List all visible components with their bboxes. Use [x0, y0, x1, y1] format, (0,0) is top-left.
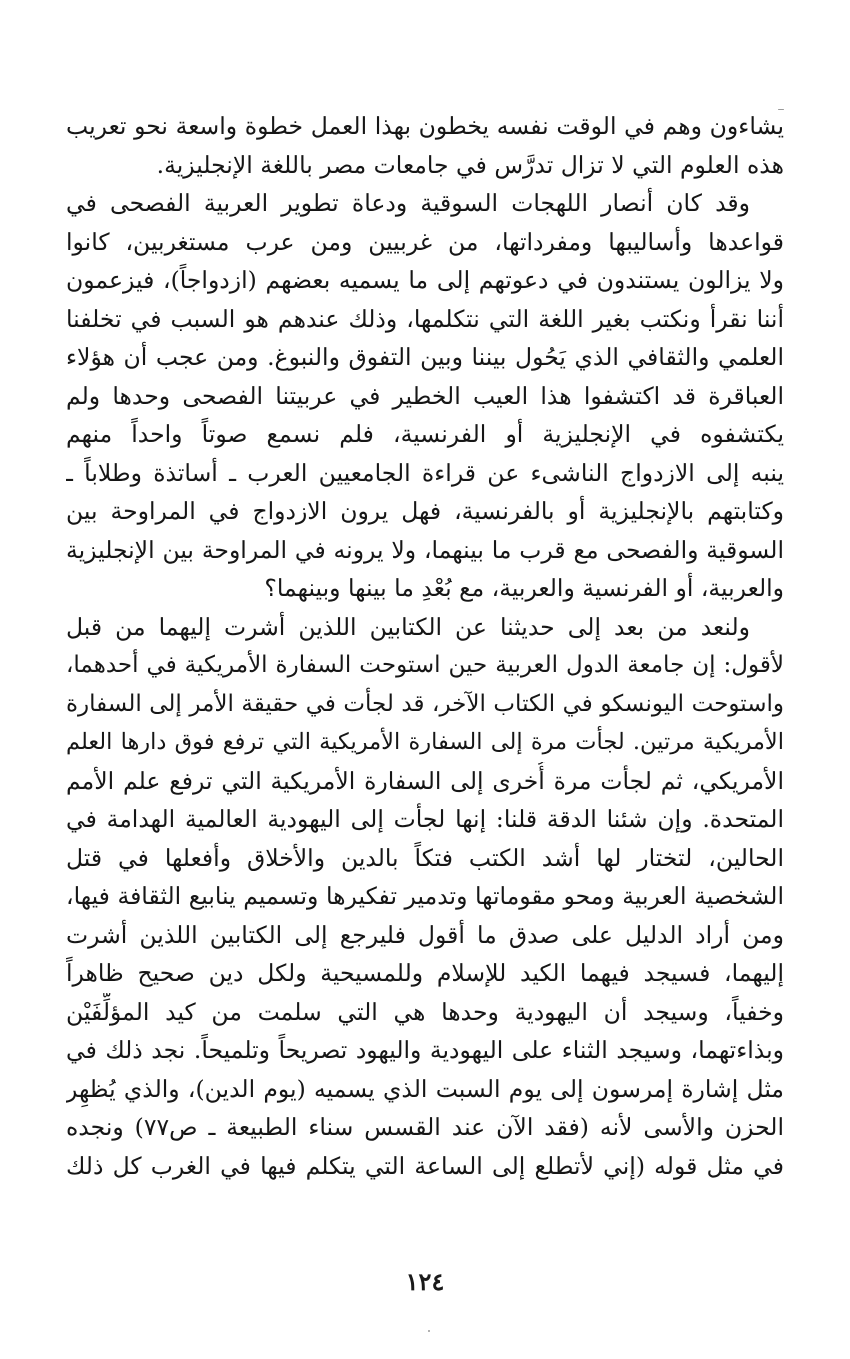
- text-line: وكتابتهم بالإنجليزية أو بالفرنسية، فهل يرون الازدواج في المراوحة بين: [66, 497, 784, 525]
- text-line: والعربية، أو الفرنسية والعربية، مع بُعْدِ ما بينها وبينهما؟: [264, 574, 784, 602]
- text-line: يكتشفوه في الإنجليزية أو الفرنسية، فلم نسمع صوتاً واحداً منهم: [66, 420, 784, 448]
- text-line: العباقرة قد اكتشفوا هذا العيب الخطير في عربيتنا الفصحى وحدها ولم: [66, 381, 784, 410]
- text-line: الأمريكي، ثم لجأت مرة أُخرى إلى السفارة الأمريكية التي ترفع علم الأمم: [66, 766, 784, 795]
- text-line: السوقية والفصحى مع قرب ما بينهما، ولا يرونه في المراوحة بين الإنجليزية: [66, 535, 784, 564]
- text-line: الحالين، لتختار لها أشد الكتب فتكاً بالدين والأخلاق وأفعلها في قتل: [66, 843, 784, 872]
- text-line: في مثل قوله (إني لأتطلع إلى الساعة التي يتكلم فيها في الغرب كل ذلك: [66, 1151, 784, 1180]
- text-line: هذه العلوم التي لا تزال تدرَّس في جامعات مصر باللغة الإنجليزية.: [156, 150, 784, 179]
- text-line: ينبه إلى الازدواج الناشىء عن قراءة الجامعيين العرب ـ أساتذة وطلاباً ـ: [66, 458, 784, 487]
- text-line: الحزن والأسى لأنه (فقد الآن عند القسس سناء الطبيعة ـ ص٧٧) ونجده: [66, 1113, 784, 1141]
- text-line: يشاءون وهم في الوقت نفسه يخطون بهذا العمل خطوة واسعة نحو تعريب: [66, 112, 784, 140]
- text-line: مثل إشارة إمرسون إلى يوم السبت الذي يسميه (يوم الدين)، والذي يُظهِر: [66, 1074, 784, 1103]
- text-line: أننا نقرأ ونكتب بغير اللغة التي نتكلمها، وذلك عندهم هو السبب في تخلفنا: [66, 304, 784, 333]
- text-line: ومن أراد الدليل على صدق ما أقول فليرجع إلى الكتابين اللذين أشرت: [66, 920, 784, 949]
- text-line: وقد كان أنصار اللهجات السوقية ودعاة تطوير العربية الفصحى في: [66, 189, 750, 217]
- text-line: العلمي والثقافي الذي يَحُول بيننا وبين التفوق والنبوغ. ومن عجب أن هؤلاء: [66, 343, 784, 371]
- text-line: الشخصية العربية ومحو مقوماتها وتدمير تفكيرها وتسميم ينابيع الثقافة فيها،: [66, 882, 784, 910]
- text-line: إليهما، فسيجد فيهما الكيد للإسلام وللمسيحية ولكل دين صحيح ظاهراً: [66, 959, 784, 987]
- text-line: قواعدها وأساليبها ومفرداتها، من غربيين ومن عرب مستغربين، كانوا: [66, 227, 784, 256]
- text-line: ولنعد من بعد إلى حديثنا عن الكتابين اللذين أشرت إليهما من قبل: [66, 612, 750, 641]
- text-line: وبذاءتهما، وسيجد الثناء على اليهودية واليهود تصريحاً وتلميحاً. نجد ذلك في: [66, 1036, 784, 1064]
- text-line: وخفياً، وسيجد أن اليهودية وحدها هي التي سلمت من كيد المؤلِّفَيْن: [66, 997, 784, 1026]
- page-number: ١٢٤: [405, 1267, 445, 1296]
- body-text: [66, 107, 784, 1185]
- text-line: لأقول: إن جامعة الدول العربية حين استوحت السفارة الأمريكية في أحدهما،: [66, 652, 784, 678]
- text-line: الأمريكية مرتين. لجأت مرة إلى السفارة الأمريكية التي ترفع فوق دارها العلم: [66, 729, 784, 755]
- text-line: واستوحت اليونسكو في الكتاب الآخر، قد لجأت في حقيقة الأمر إلى السفارة: [66, 690, 784, 717]
- text-line: ولا يزالون يستندون في دعوتهم إلى ما يسميه بعضهم (ازدواجاً)، فيزعمون: [66, 266, 784, 294]
- text-line: المتحدة. وإن شئنا الدقة قلنا: إنها لجأت إلى اليهودية العالمية الهدامة في: [66, 805, 784, 833]
- scan-speck: [428, 1330, 430, 1332]
